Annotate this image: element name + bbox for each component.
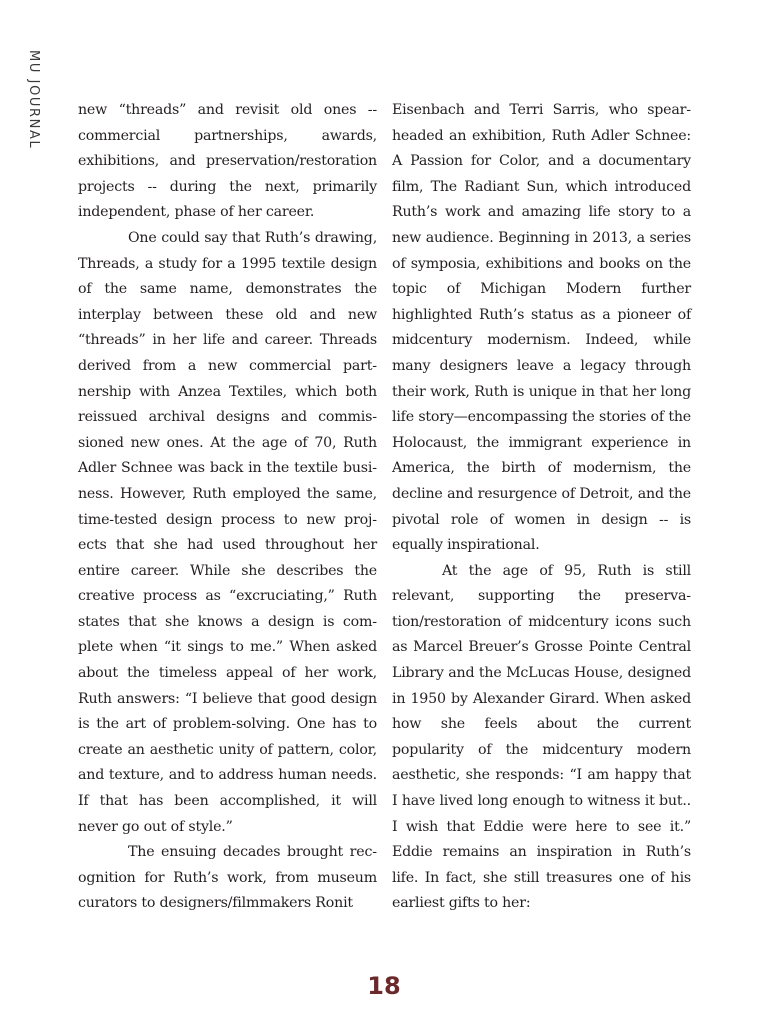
- left-paragraph-2: One could say that Ruth’s drawing, Threads, a study for a 1995 textile design of the same name, demonstrates the interplay between these old and new “threads” in her life and career. Threads derived from a new commercial partnership with Anzea Textiles, which both reissued archival designs and commissioned new ones. At the age of 70, Ruth Adler Schnee was back in the textile business. However, Ruth employed the same, time-tested design process to new projects that she had used throughout her entire career. While she describes the creative process as “excruciating,” Ruth states that she knows a design is complete when “it sings to me.” When asked about the timeless appeal of her work, Ruth answers: “I believe that good design is the art of problem-solving. One has to create an aesthetic unity of pattern, color, and texture, and to address human needs. If that has been accomplished, it will never go out of style.”: [78, 229, 377, 835]
- right-paragraph-2: At the age of 95, Ruth is still relevant, supporting the preservation/restoration of midcentury icons such as Marcel Breuer’s Grosse Pointe Central Library and the McLucas House, designed in 1950 by Alexander Girard. When asked how she feels about the current popularity of the midcentury modern aesthetic, she responds: “I am happy that I have lived long enough to witness it but.. I wish that Eddie were here to see it.” Eddie remains an inspiration in Ruth’s life. In fact, she still treasures one of his earliest gifts to her:: [392, 562, 691, 912]
- right-paragraph-1: Eisenbach and Terri Sarris, who spearheaded an exhibition, Ruth Adler Schnee: A Passion for Color, and a documentary film, The Radiant Sun, which introduced Ruth’s work and amazing life story to a new audience. Beginning in 2013, a series of symposia, exhibitions and books on the topic of Michigan Modern further highlighted Ruth’s status as a pioneer of midcentury modernism. Indeed, while many designers leave a legacy through their work, Ruth is unique in that her long life story—encompassing the stories of the Holocaust, the immigrant experience in America, the birth of modernism, the decline and resurgence of Detroit, and the pivotal role of women in design -- is equally inspirational.: [392, 102, 691, 554]
- left-paragraph-3: The ensuing decades brought recognition for Ruth’s work, from museum curators to designers/filmmakers Ronit: [78, 844, 377, 912]
- left-column: [78, 98, 377, 917]
- right-column: [392, 98, 691, 917]
- left-paragraph-1: new “threads” and revisit old ones -- commercial partnerships, awards, exhibitions, and preservation/restoration projects -- during the next, primarily independent, phase of her career.: [78, 102, 377, 221]
- page-number: 18: [367, 972, 401, 1000]
- journal-side-label: MU JOURNAL: [26, 50, 41, 150]
